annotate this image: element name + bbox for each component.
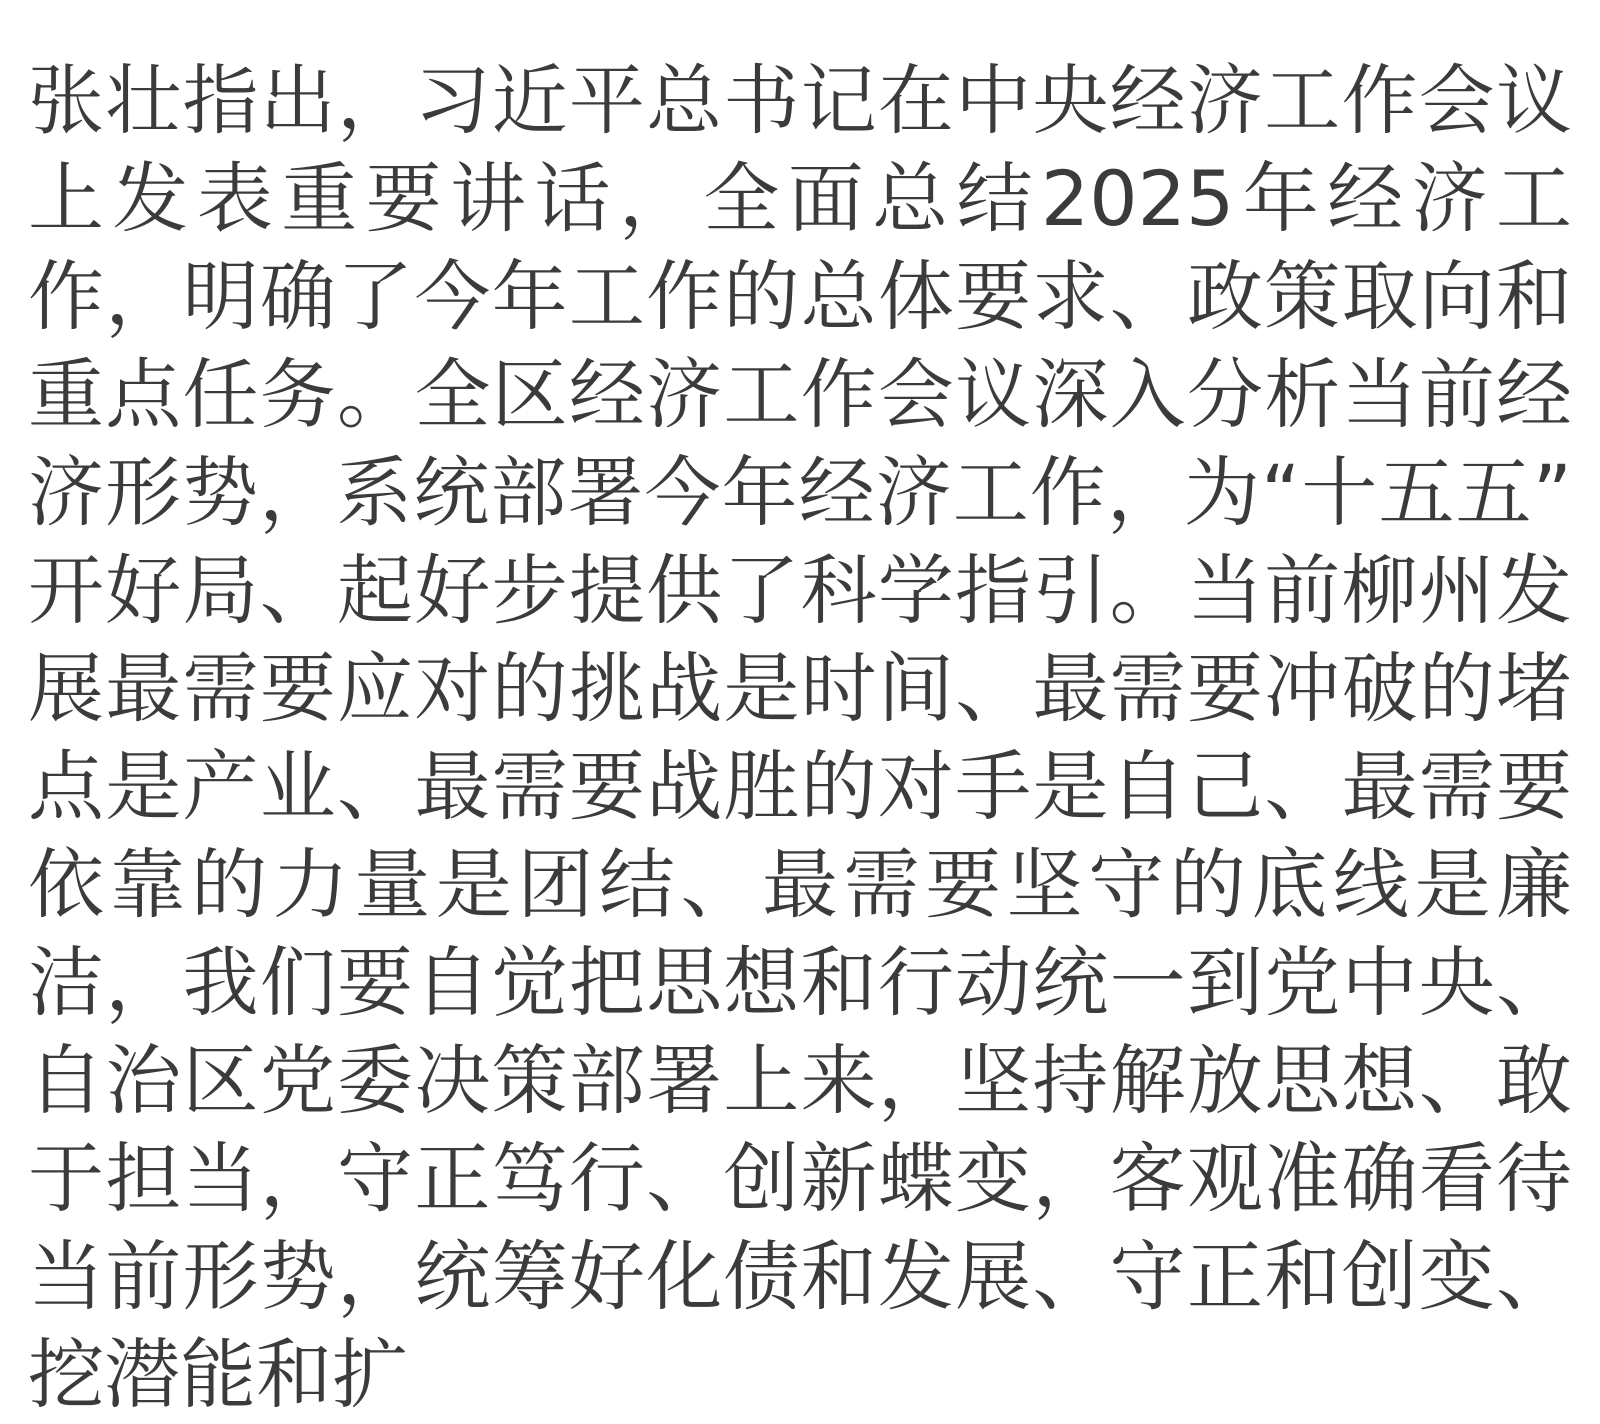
article-paragraph: 张壮指出，习近平总书记在中央经济工作会议上发表重要讲话，全面总结2025年经济工作，明确了今年工作的总体要求、政策取向和重点任务。全区经济工作会议深入分析当前经济形势，系统部署今年经济工作，为“十五五”开好局、起好步提供了科学指引。当前柳州发展最需要应对的挑战是时间、最需要冲破的堵点是产业、最需要战胜的对手是自己、最需要依靠的力量是团结、最需要坚守的底线是廉洁，我们要自觉把思想和行动统一到党中央、自治区党委决策部署上来，坚持解放思想、敢于担当，守正笃行、创新蝶变，客观准确看待当前形势，统筹好化债和发展、守正和创变、挖潜能和扩	[28, 56, 1572, 1419]
